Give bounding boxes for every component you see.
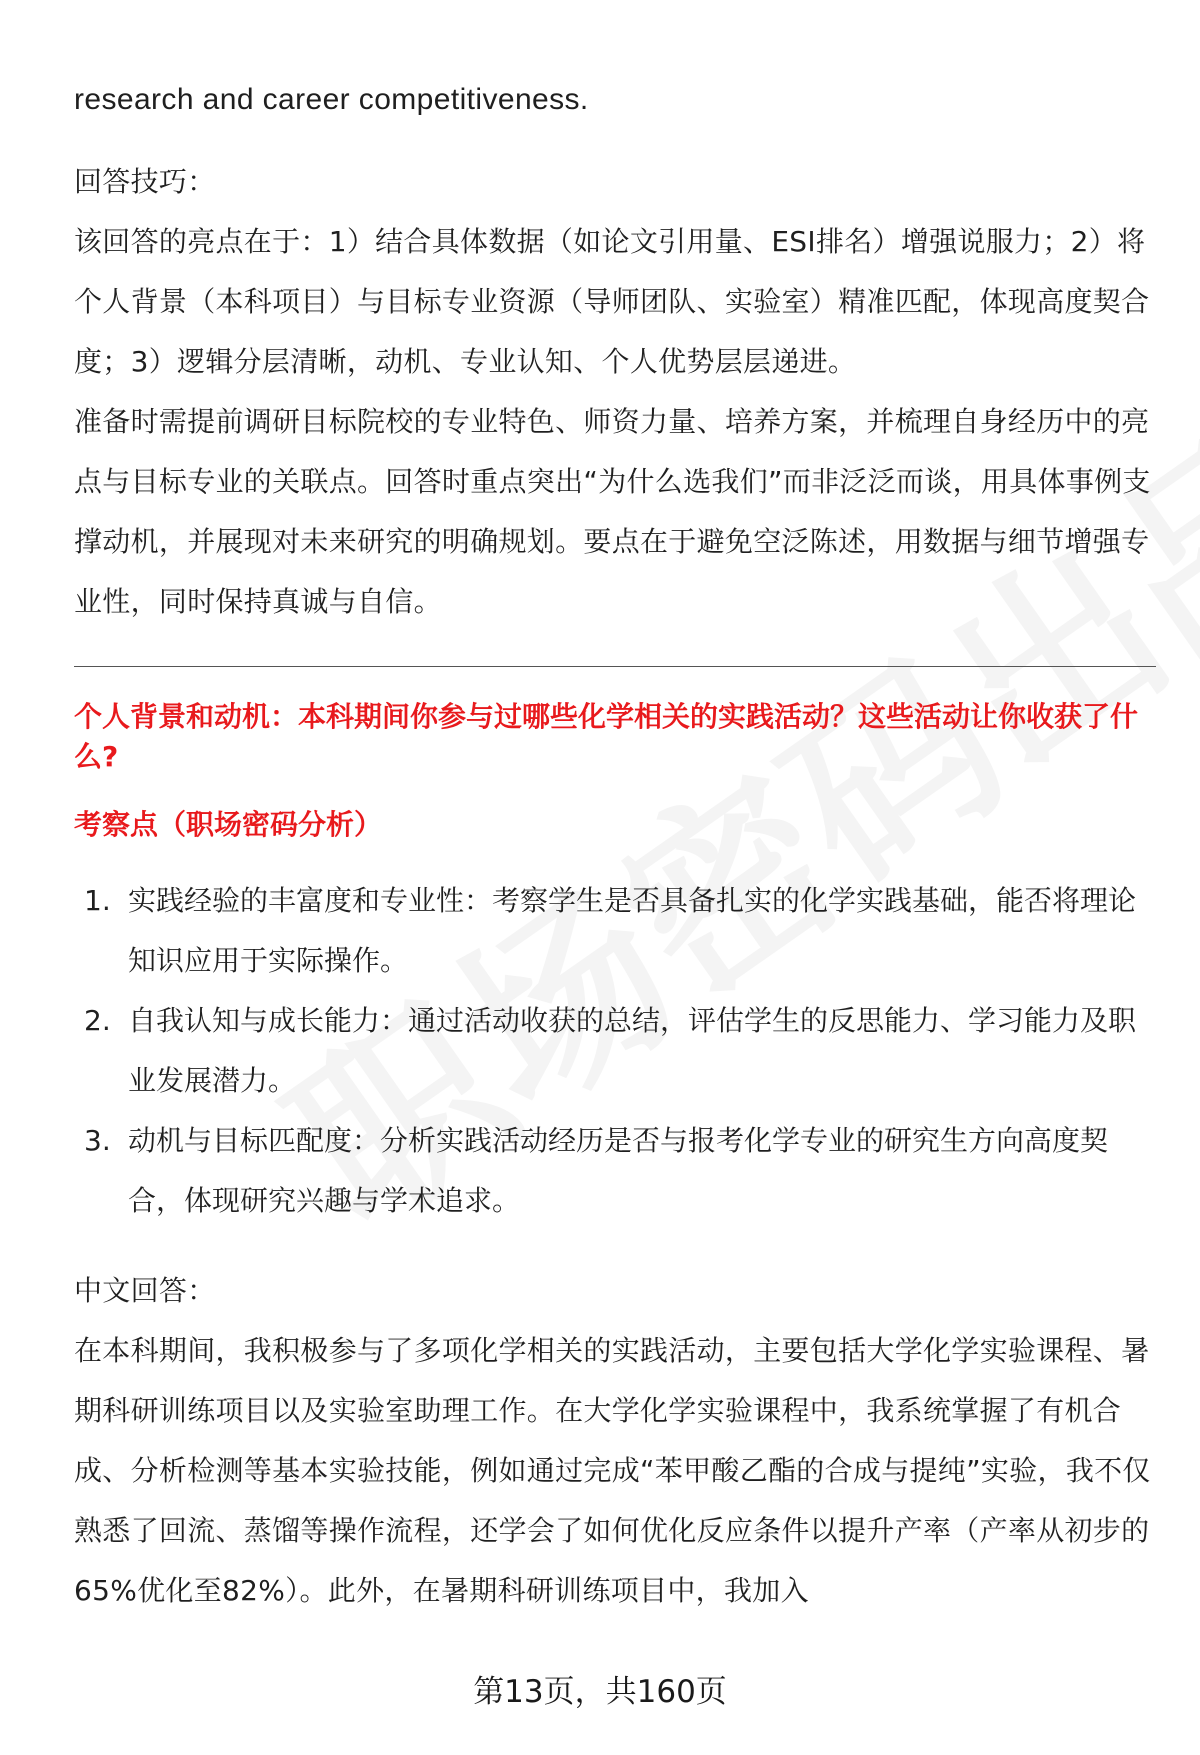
focus-list (74, 871, 1156, 1231)
list-item (74, 991, 1156, 1111)
list-item-number: 2. (84, 1004, 111, 1037)
tips-paragraph-1: 该回答的亮点在于：1）结合具体数据（如论文引用量、ESI排名）增强说服力；2）将个人背景（本科项目）与目标专业资源（导师团队、实验室）精准匹配，体现高度契合度；3）逻辑分层清晰，动机、专业认知、个人优势层层递进。 (74, 225, 1150, 378)
page-footer: 第13页，共160页 (473, 1674, 727, 1710)
list-item-text: 实践经验的丰富度和专业性：考察学生是否具备扎实的化学实践基础，能否将理论知识应用于实际操作。 (128, 884, 1137, 977)
intro-english-line: research and career competitiveness. (74, 83, 589, 116)
focus-title: 考察点（职场密码分析） (74, 808, 383, 841)
answer-paragraph: 在本科期间，我积极参与了多项化学相关的实践活动，主要包括大学化学实验课程、暑期科研训练项目以及实验室助理工作。在大学化学实验课程中，我系统掌握了有机合成、分析检测等基本实验技能，例如通过完成“苯甲酸乙酯的合成与提纯”实验，我不仅熟悉了回流、蒸馏等操作流程，还学会了如何优化反应条件以提升产率（产率从初步的65%优化至82%）。此外，在暑期科研训练项目中，我加入 (74, 1334, 1151, 1607)
list-item (74, 871, 1156, 991)
tips-label: 回答技巧： (74, 165, 216, 198)
list-item-text: 动机与目标匹配度：分析实践活动经历是否与报考化学专业的研究生方向高度契合，体现研究兴趣与学术追求。 (128, 1124, 1109, 1217)
document-page (74, 70, 1156, 1621)
list-item-number: 3. (84, 1124, 111, 1157)
tips-paragraph-2: 准备时需提前调研目标院校的专业特色、师资力量、培养方案，并梳理自身经历中的亮点与目标专业的关联点。回答时重点突出“为什么选我们”而非泛泛而谈，用具体事例支撑动机，并展现对未来研究的明确规划。要点在于避免空泛陈述，用数据与细节增强专业性，同时保持真诚与自信。 (74, 405, 1151, 618)
section-divider (74, 666, 1156, 667)
list-item-text: 自我认知与成长能力：通过活动收获的总结，评估学生的反思能力、学习能力及职业发展潜力。 (128, 1004, 1137, 1097)
list-item (74, 1111, 1156, 1231)
list-item-number: 1. (84, 884, 111, 917)
answer-label: 中文回答： (74, 1274, 216, 1307)
question-title: 个人背景和动机：本科期间你参与过哪些化学相关的实践活动？这些活动让你收获了什么? (74, 700, 1139, 773)
